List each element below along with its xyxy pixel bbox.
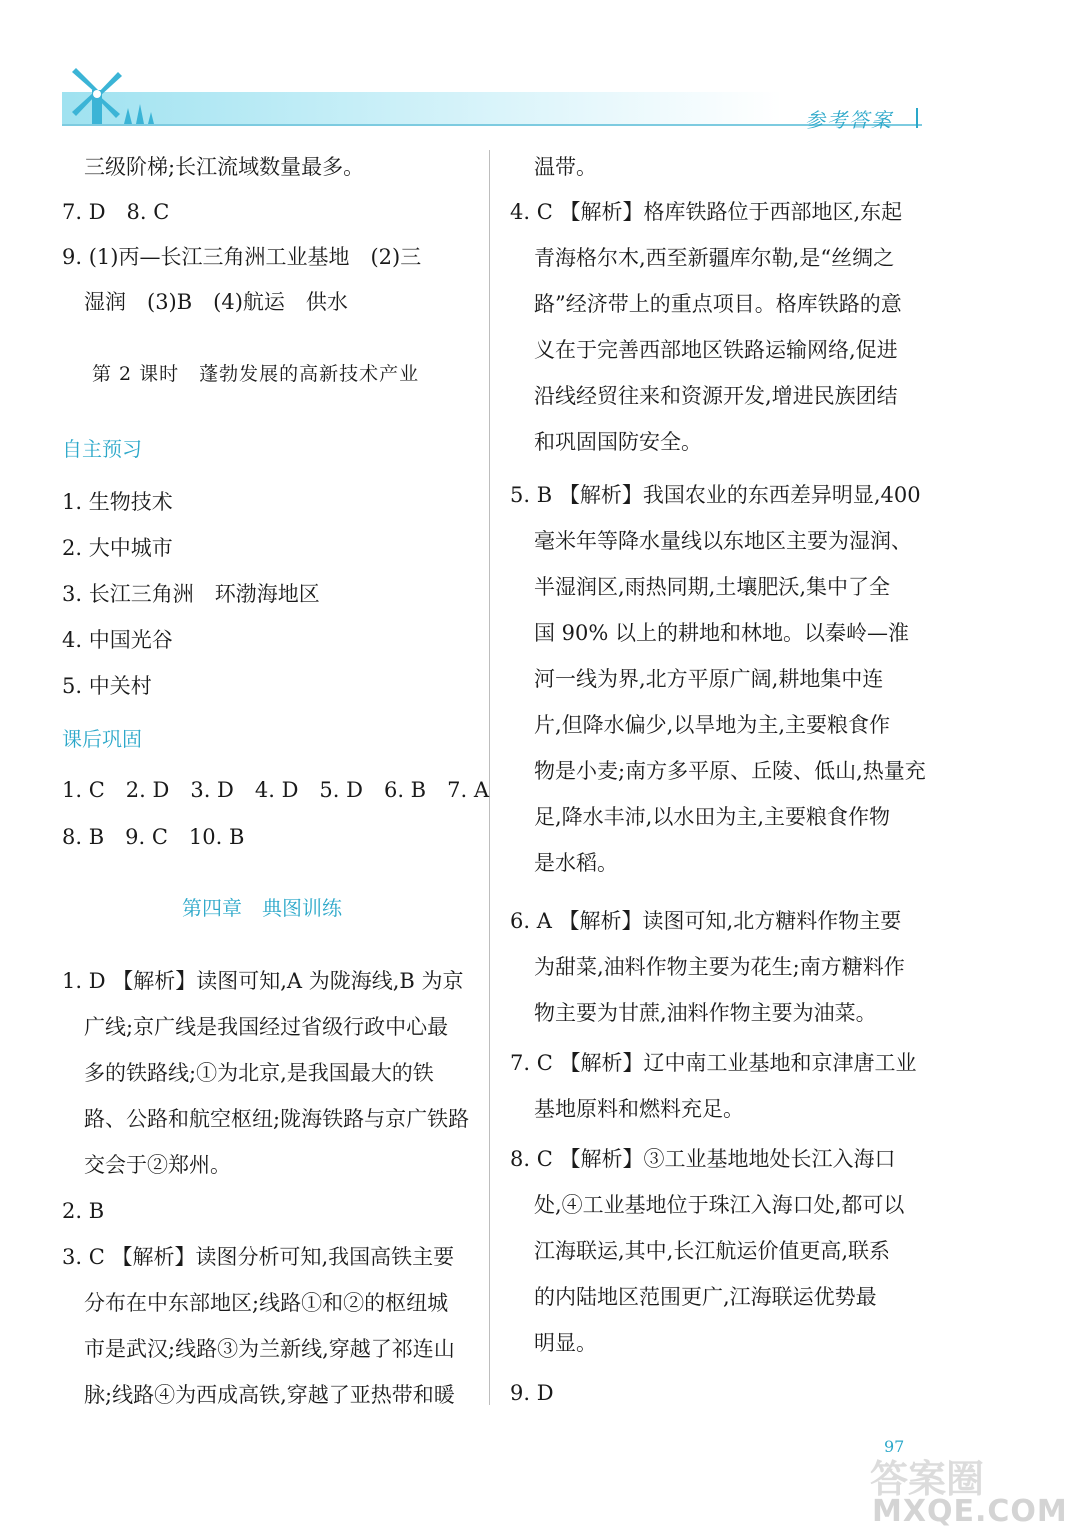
section-heading: 自主预习: [62, 437, 142, 461]
text-line: 半湿润区,雨热同期,土壤肥沃,集中了全: [534, 575, 891, 599]
text-line: 毫米年等降水量线以东地区主要为湿润、: [534, 529, 912, 553]
text-line: 三级阶梯;长江流域数量最多。: [84, 155, 365, 179]
text-line: 河一线为界,北方平原广阔,耕地集中连: [534, 667, 884, 691]
chapter-heading: 第四章 典图训练: [182, 896, 342, 920]
watermark-logo: 答案圈: [870, 1457, 985, 1501]
lesson-title: 第 2 课时 蓬勃发展的高新技术产业: [92, 363, 420, 385]
section-heading: 课后巩固: [62, 727, 142, 751]
answer-line: 2. 大中城市: [62, 536, 173, 560]
text-line: 分布在中东部地区;线路①和②的枢纽城: [84, 1291, 449, 1315]
text-line: 多的铁路线;①为北京,是我国最大的铁: [84, 1061, 434, 1085]
answer-line: 4. C 【解析】格库铁路位于西部地区,东起: [510, 200, 903, 224]
text-line: 沿线经贸往来和资源开发,增进民族团结: [534, 384, 898, 408]
answer-line: 8. B 9. C 10. B: [62, 825, 245, 849]
text-line: 片,但降水偏少,以旱地为主,主要粮食作: [534, 713, 891, 737]
text-line: 是水稻。: [534, 851, 618, 875]
watermark: [866, 1448, 1068, 1530]
page-header: [0, 0, 1047, 140]
text-line: 和巩固国防安全。: [534, 430, 702, 454]
text-line: 基地原料和燃料充足。: [534, 1097, 744, 1121]
answer-line: 1. D 【解析】读图可知,A 为陇海线,B 为京: [62, 969, 464, 993]
answer-line: 3. C 【解析】读图分析可知,我国高铁主要: [62, 1245, 455, 1269]
text-line: 温带。: [534, 155, 597, 179]
answer-line: 5. B 【解析】我国农业的东西差异明显,400: [510, 483, 921, 507]
answer-line: 9. D: [510, 1381, 554, 1405]
text-line: 的内陆地区范围更广,江海联运优势最: [534, 1285, 877, 1309]
text-line: 物是小麦;南方多平原、丘陵、低山,热量充: [534, 759, 926, 783]
text-line: 交会于②郑州。: [84, 1153, 231, 1177]
text-line: 广线;京广线是我国经过省级行政中心最: [84, 1015, 449, 1039]
text-line: 路、公路和航空枢纽;陇海铁路与京广铁路: [84, 1107, 470, 1131]
header-tick: [916, 108, 918, 128]
text-line: 江海联运,其中,长江航运价值更高,联系: [534, 1239, 891, 1263]
text-line: 市是武汉;线路③为兰新线,穿越了祁连山: [84, 1337, 455, 1361]
text-line: 义在于完善西部地区铁路运输网络,促进: [534, 338, 898, 362]
answer-line: 8. C 【解析】③工业基地地处长江入海口: [510, 1147, 896, 1171]
header-rule: [62, 124, 922, 126]
answer-line: 4. 中国光谷: [62, 628, 173, 652]
windmill-icon: [62, 64, 172, 128]
column-divider: [489, 150, 490, 1405]
text-line: 路”经济带上的重点项目。格库铁路的意: [534, 292, 902, 316]
answer-line: 5. 中关村: [62, 674, 152, 698]
text-line: 明显。: [534, 1331, 597, 1355]
answer-line: 6. A 【解析】读图可知,北方糖料作物主要: [510, 909, 902, 933]
text-line: 处,④工业基地位于珠江入海口处,都可以: [534, 1193, 905, 1217]
answer-line: 7. C 【解析】辽中南工业基地和京津唐工业: [510, 1051, 917, 1075]
answer-line: 1. C 2. D 3. D 4. D 5. D 6. B 7. A: [62, 778, 489, 802]
answer-line: 3. 长江三角洲 环渤海地区: [62, 582, 320, 606]
answer-line: 2. B: [62, 1199, 105, 1223]
header-label: 参考答案: [805, 108, 893, 132]
text-line: 脉;线路④为西成高铁,穿越了亚热带和暖: [84, 1383, 455, 1407]
answer-line: 1. 生物技术: [62, 490, 173, 514]
text-line: 为甜菜,油料作物主要为花生;南方糖料作: [534, 955, 905, 979]
answer-line: 9. (1)丙—长江三角洲工业基地 (2)三: [62, 245, 422, 269]
answer-line: 7. D 8. C: [62, 200, 170, 224]
page-number: 97: [884, 1437, 905, 1456]
watermark-url: MXQE.COM: [872, 1494, 1068, 1529]
text-line: 物主要为甘蔗,油料作物主要为油菜。: [534, 1001, 877, 1025]
text-line: 湿润 (3)B (4)航运 供水: [84, 290, 348, 314]
text-line: 国 90% 以上的耕地和林地。以秦岭—淮: [534, 621, 910, 645]
text-line: 青海格尔木,西至新疆库尔勒,是“丝绸之: [534, 246, 895, 270]
text-line: 足,降水丰沛,以水田为主,主要粮食作物: [534, 805, 891, 829]
